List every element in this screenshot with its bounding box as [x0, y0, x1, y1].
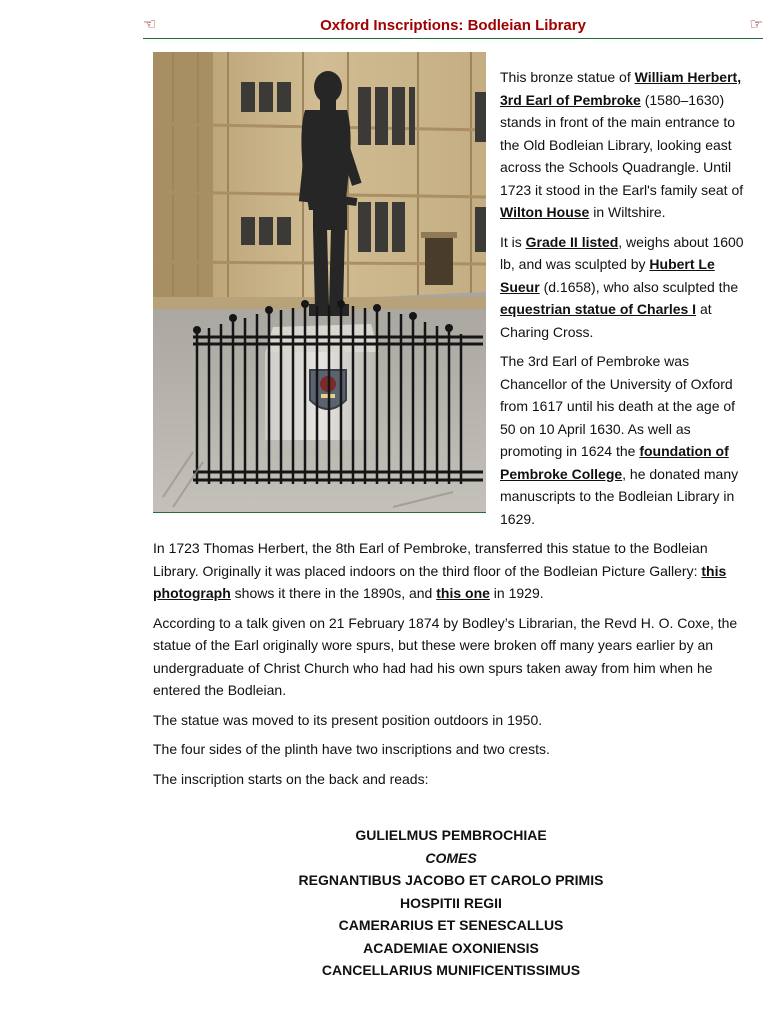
- inscription-line: HOSPITII REGII: [400, 894, 502, 911]
- inscription-line: [153, 847, 749, 870]
- pembroke-college-link[interactable]: foundation of Pembroke College: [500, 443, 729, 482]
- paragraph-text: The 3rd Earl of Pembroke was Chancellor of the University of Oxford from 1617 until his death at the age of 50 on 10 April 1630. As well as promoting in 1624 the: [500, 353, 736, 459]
- paragraph-inscription-intro: The inscription starts on the back and reads:: [153, 770, 429, 787]
- header-divider: [143, 38, 763, 39]
- page-header: [143, 14, 763, 40]
- paragraph-text: in 1929.: [489, 585, 544, 601]
- paragraph-text: at Charing Cross.: [500, 301, 712, 340]
- hubert-le-sueur-link[interactable]: Hubert Le Sueur: [500, 256, 715, 295]
- paragraph-moved: The statue was moved to its present position outdoors in 1950.: [153, 711, 543, 728]
- paragraph-text: , he donated many manuscripts to the Bodleian Library in 1629.: [500, 465, 739, 527]
- paragraph-text: in Wiltshire.: [589, 204, 666, 220]
- previous-page-hand-icon[interactable]: ☜: [143, 16, 157, 33]
- equestrian-statue-link[interactable]: equestrian statue of Charles I: [500, 301, 697, 317]
- page-title: Oxford Inscriptions: Bodleian Library: [320, 17, 586, 34]
- paragraph-text: It is: [500, 233, 526, 250]
- this-photograph-link[interactable]: this photograph: [153, 562, 727, 601]
- paragraph-transfer: [153, 537, 749, 605]
- paragraph-text: shows it there in the 1890s, and: [230, 585, 437, 601]
- wilton-house-link[interactable]: Wilton House: [500, 204, 590, 220]
- inscription-line: CAMERARIUS ET SENESCALLUS: [338, 917, 564, 933]
- paragraph-spurs: According to a talk given on 21 February 1874 by Bodley’s Librarian, the Revd H. O. Coxe, the statue of the Earl originally wore spurs, but these were broken off many years earlier by an undergraduate of Christ Church who had had his own spurs taken away from him when he entered the Bodleian.: [153, 614, 738, 698]
- inscription-line: GULIELMUS PEMBROCHIAE: [355, 827, 547, 843]
- photo-float-spacer: [153, 66, 500, 521]
- inscription-line: CANCELLARIUS MUNIFICENTISSIMUS: [321, 962, 581, 978]
- paragraph-text: In 1723 Thomas Herbert, the 8th Earl of Pembroke, transferred this statue to the Bodleian Library. Originally it was placed indoors on the third floor of the Bodleian Picture Gallery:: [153, 540, 708, 579]
- paragraph-text: (1580–1630) stands in front of the main entrance to the Old Bodleian Library, looking east across the Schools Quadrangle. Until 1723 it stood in the Earl's family seat of: [500, 91, 744, 198]
- grade-ii-listed-link[interactable]: Grade II listed: [525, 233, 619, 250]
- william-herbert-link[interactable]: William Herbert, 3rd Earl of Pembroke: [500, 69, 742, 108]
- article-body: [153, 66, 749, 797]
- paragraph-text: (d.1658), who also sculpted the: [539, 278, 739, 295]
- latin-inscription: [153, 824, 749, 982]
- this-one-link[interactable]: this one: [436, 585, 490, 601]
- next-page-hand-icon[interactable]: ☞: [749, 16, 763, 33]
- paragraph-plinth: The four sides of the plinth have two inscriptions and two crests.: [153, 741, 550, 757]
- inscription-line: REGNANTIBUS JACOBO ET CAROLO PRIMIS: [298, 872, 604, 888]
- inscription-line: ACADEMIAE OXONIENSIS: [363, 939, 539, 956]
- paragraph-text: This bronze statue of: [500, 69, 635, 85]
- paragraph-text: , weighs about 1600 lb, and was sculpted by: [500, 233, 744, 272]
- inscription-line-italic: COMES: [425, 849, 477, 866]
